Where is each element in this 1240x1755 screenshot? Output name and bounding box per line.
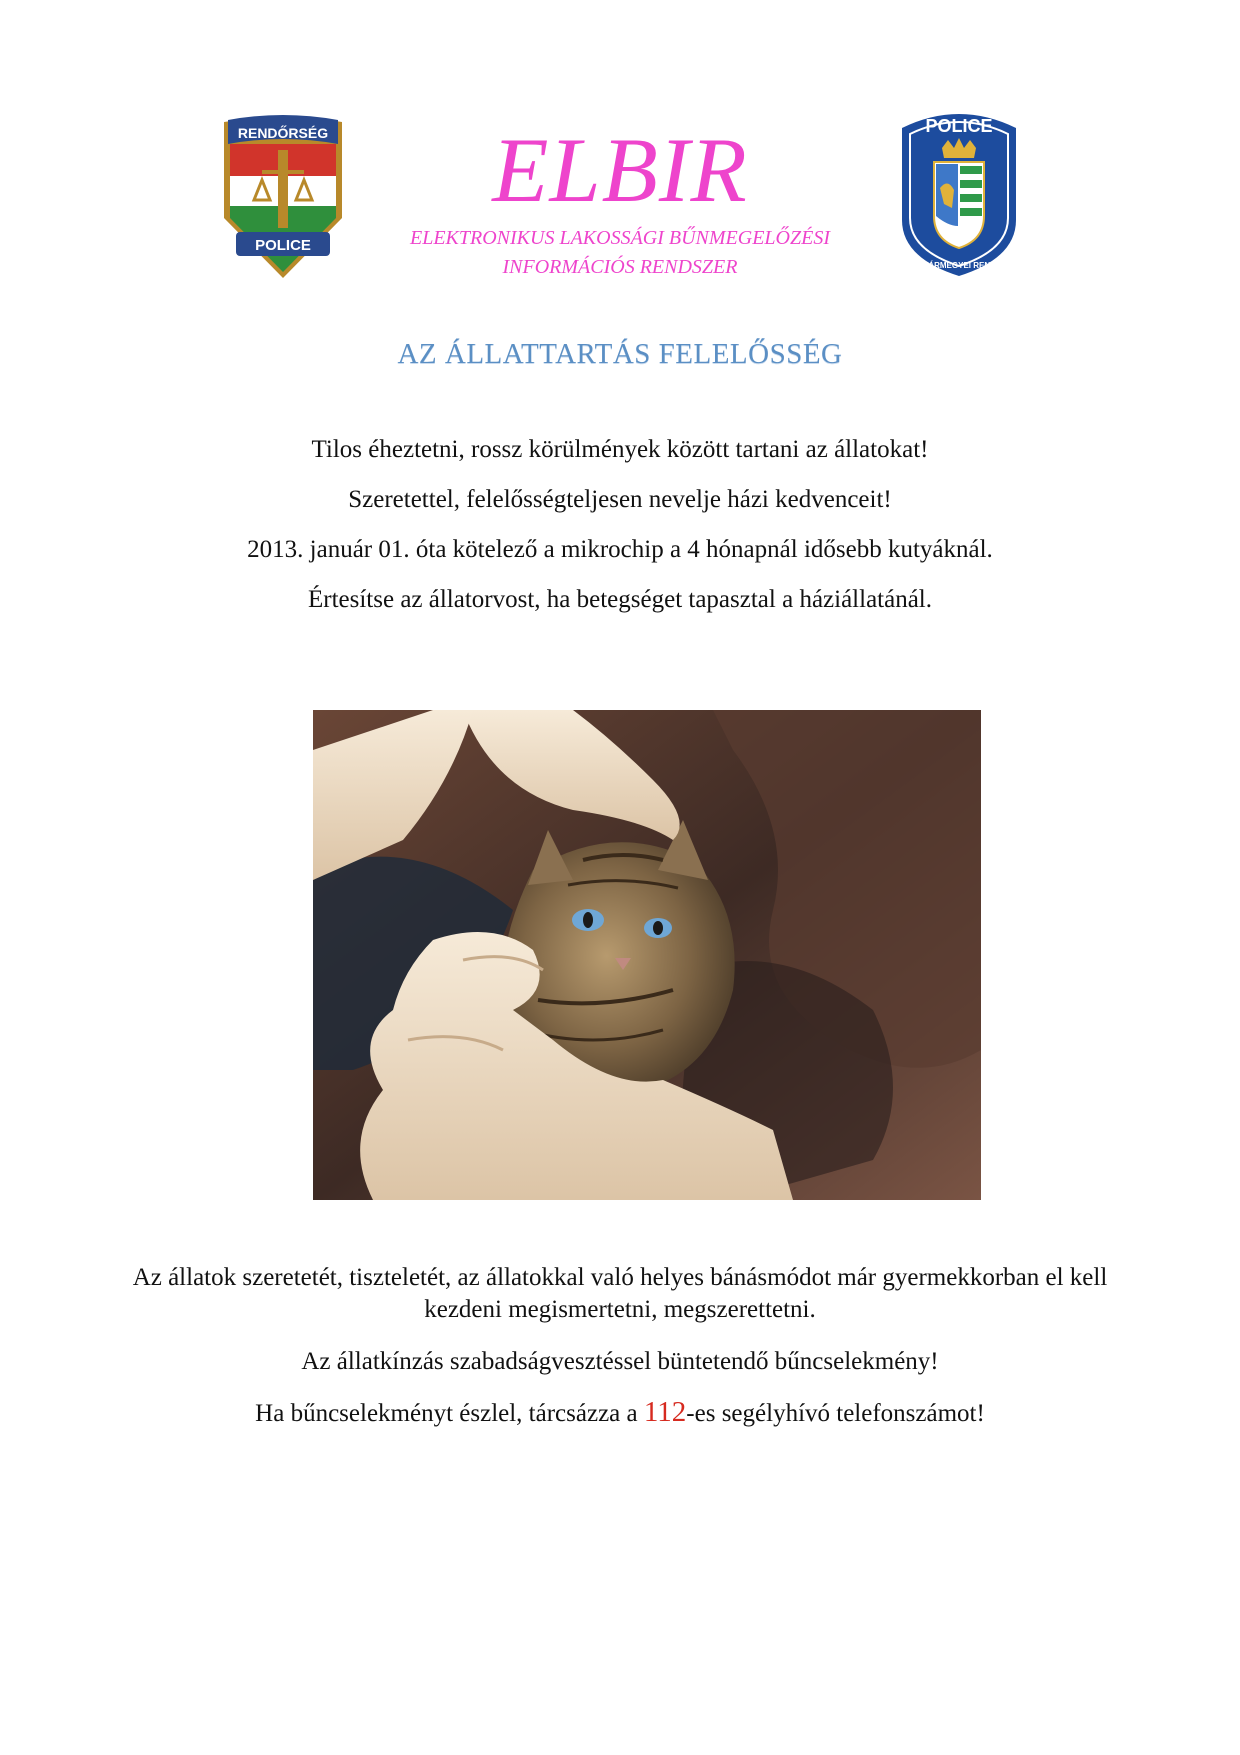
brand-title: ELBIR	[492, 119, 748, 221]
intro-line-1: Tilos éheztetni, rossz körülmények között tartani az állatokat!	[311, 436, 929, 463]
intro-line-4: Értesítse az állatorvost, ha betegséget tapasztal a háziállatánál.	[307, 586, 932, 613]
brand-subtitle-line-2: INFORMÁCIÓS RENDSZER	[502, 256, 738, 278]
emergency-text-after: -es segélyhívó telefonszámot!	[686, 1400, 985, 1427]
right-logo-ring-text: BÉKÉS VÁRMEGYEI RENDŐRSÉG	[898, 261, 1020, 270]
emergency-number: 112	[643, 1396, 687, 1428]
intro-line-3: 2013. január 01. óta kötelező a mikrochip a 4 hónapnál idősebb kutyáknál.	[247, 536, 993, 563]
kitten-photo	[313, 710, 981, 1200]
police-badge-icon	[218, 114, 348, 284]
brand-subtitle-line-1: ELEKTRONIKUS LAKOSSÁGI BŰNMEGELŐZÉSI	[409, 227, 830, 249]
emergency-text-before: Ha bűncselekményt észlel, tárcsázza a	[255, 1400, 644, 1427]
page-heading: AZ ÁLLATTARTÁS FELELŐSSÉG	[397, 338, 843, 370]
left-logo-top-text: RENDŐRSÉG	[237, 125, 329, 141]
outro-paragraph-1: Az állatok szeretetét, tiszteletét, az állatokkal való helyes bánásmódot már gyermekkorban el kell kezdeni megismertetni, megszerettetni.	[132, 1264, 1108, 1323]
brand-subtitle	[340, 224, 900, 282]
outro-paragraph-3	[120, 1396, 1120, 1430]
bekes-county-police-crest-icon	[898, 108, 1020, 280]
right-logo-top-text: POLICE	[925, 116, 993, 136]
left-logo-bottom-text: POLICE	[255, 237, 311, 254]
outro-paragraph-2: Az állatkínzás szabadságvesztéssel büntetendő bűncselekmény!	[301, 1348, 939, 1375]
intro-line-2: Szeretettel, felelősségteljesen nevelje házi kedvenceit!	[348, 486, 892, 513]
